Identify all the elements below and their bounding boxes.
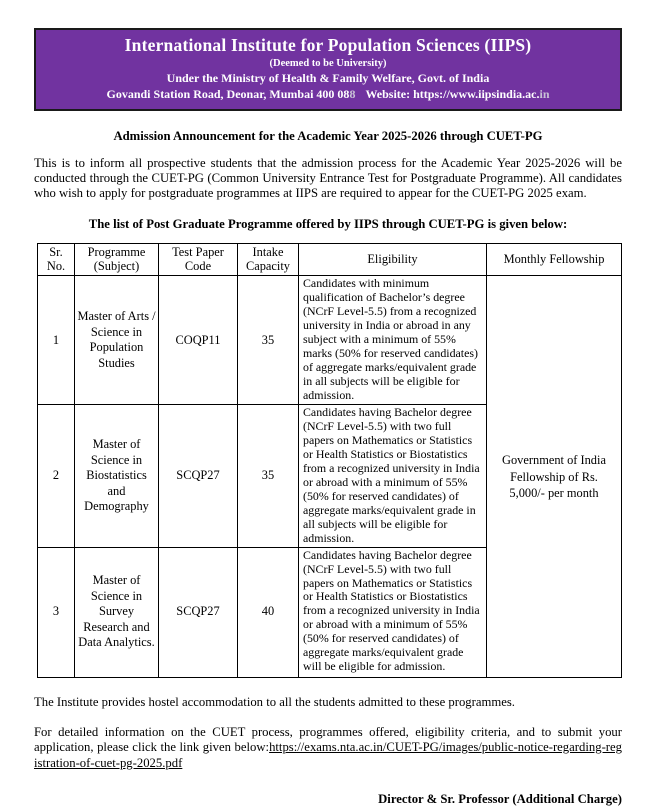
cell-sr-no: 3 — [38, 547, 75, 677]
cell-intake: 35 — [238, 405, 299, 547]
cuet-registration-link[interactable]: https://exams.nta.ac.in/CUET-PG/images/public-notice-regarding-registration-of-cuet-pg-2025.pdf — [34, 740, 622, 770]
table-header-row — [38, 243, 622, 276]
announcement-body: This is to inform all prospective students that the admission process for the Academic Year 2025-2026 will be conducted through the CUET-PG (Common University Entrance Test for Postgraduate Programme). All candidates who wish to apply for postgraduate programmes at IIPS are required to appear for the CUET-PG 2025 exam. — [34, 156, 622, 201]
cell-fellowship: Government of India Fellowship of Rs. 5,000/- per month — [487, 276, 622, 677]
cell-programme: Master of Arts / Science in Population Studies — [75, 276, 159, 405]
programmes-table — [37, 243, 622, 678]
header-monthly-fellowship: Monthly Fellowship — [487, 243, 622, 276]
cell-test-paper-code: SCQP27 — [159, 547, 238, 677]
institute-name: International Institute for Population Sciences (IIPS) — [124, 35, 532, 55]
cuet-info-paragraph — [34, 725, 622, 771]
table-row — [38, 276, 622, 405]
institute-banner — [34, 28, 622, 111]
announcement-title: Admission Announcement for the Academic Year 2025-2026 through CUET-PG — [113, 129, 543, 143]
institute-address-end: 8 — [349, 87, 356, 101]
ministry-line: Under the Ministry of Health & Family Welfare, Govt. of India — [166, 71, 490, 85]
cell-test-paper-code: COQP11 — [159, 276, 238, 405]
cell-intake: 40 — [238, 547, 299, 677]
institute-address: Govandi Station Road, Deonar, Mumbai 400 08 — [106, 87, 350, 101]
website-url-end: in — [539, 87, 550, 101]
cell-programme: Master of Science in Biostatistics and Demography — [75, 405, 159, 547]
signatory-line: Director & Sr. Professor (Additional Charge) — [378, 792, 622, 807]
hostel-note: The Institute provides hostel accommodation to all the students admitted to these programmes. — [34, 694, 515, 709]
header-test-paper-code: Test Paper Code — [159, 243, 238, 276]
deemed-university-line: (Deemed to be University) — [269, 58, 387, 69]
cuet-info-text: For detailed information on the CUET process, programmes offered, eligibility criteria, and to submit your application, please click the link given below: — [34, 724, 622, 755]
cell-eligibility: Candidates having Bachelor degree (NCrF Level-5.5) with two full papers on Mathematics or Statistics or Health Statistics or Biostatistics from a recognized university in India or abroad with a minimum of 55% (50% for reserved candidates) of aggregate marks/equivalent grade in all subjects will be eligible for admission. — [299, 405, 487, 547]
cell-sr-no: 2 — [38, 405, 75, 547]
cell-sr-no: 1 — [38, 276, 75, 405]
website-label: Website: — [365, 87, 411, 101]
table-caption: The list of Post Graduate Programme offered by IIPS through CUET-PG is given below: — [88, 216, 568, 231]
header-programme: Programme (Subject) — [75, 243, 159, 276]
header-eligibility: Eligibility — [299, 243, 487, 276]
header-sr-no: Sr. No. — [38, 243, 75, 276]
cell-test-paper-code: SCQP27 — [159, 405, 238, 547]
header-intake-capacity: Intake Capacity — [238, 243, 299, 276]
website-url: https://www.iipsindia.ac. — [413, 87, 540, 101]
address-line — [40, 87, 616, 102]
cell-intake: 35 — [238, 276, 299, 405]
cell-eligibility: Candidates with minimum qualification of Bachelor’s degree (NCrF Level-5.5) from a recognized university in India or abroad in any subject with a minimum of 55% marks (50% for reserved candidates) of aggregate marks/equivalent grade in all subjects will be eligible for admission. — [299, 276, 487, 405]
cell-programme: Master of Science in Survey Research and Data Analytics. — [75, 547, 159, 677]
cell-eligibility: Candidates having Bachelor degree (NCrF Level-5.5) with two full papers on Mathematics or Statistics or Health Statistics or Biostatistics from a recognized university in India or abroad with a minimum of 55% (50% for reserved candidates) of aggregate marks/equivalent grade will be eligible for admission. — [299, 547, 487, 677]
